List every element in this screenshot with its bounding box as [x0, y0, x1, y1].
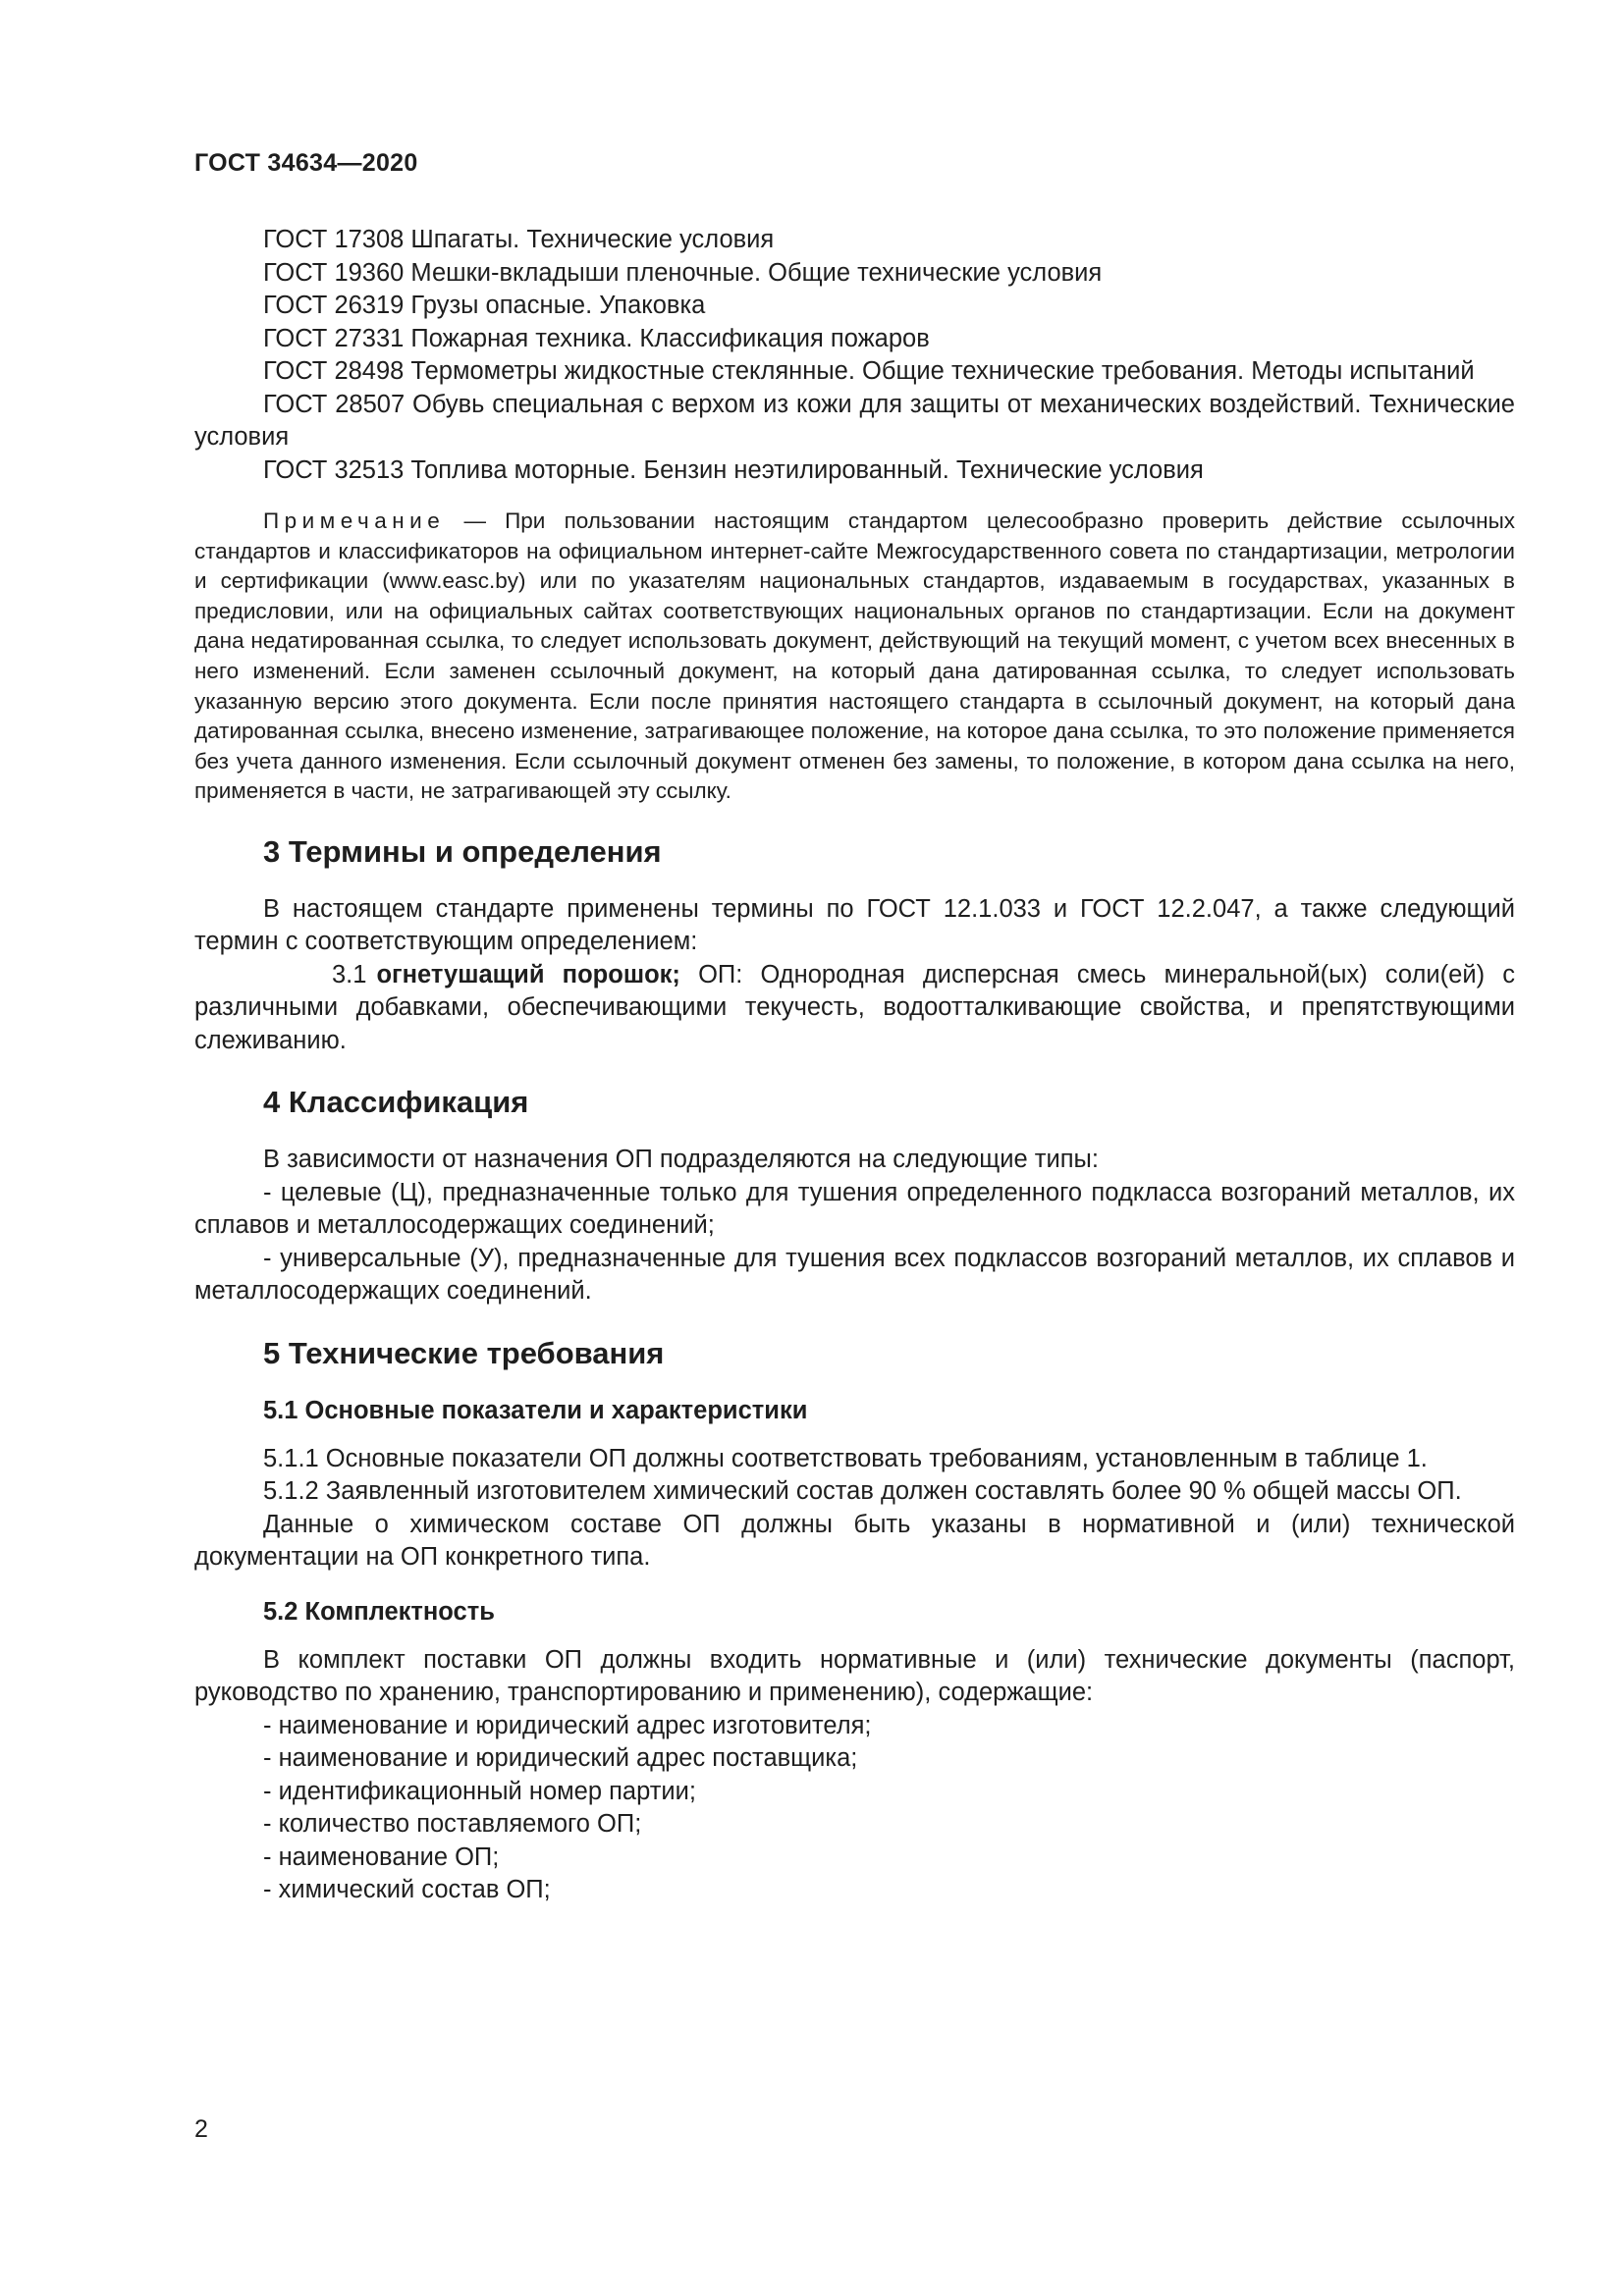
term-name: огнетушащий порошок; — [376, 960, 680, 988]
page-number: 2 — [194, 2115, 208, 2143]
reference-item: ГОСТ 28507 Обувь специальная с верхом из кожи для защиты от механических воздействий. Технические условия — [194, 390, 1515, 451]
reference-item: ГОСТ 19360 Мешки-вкладыши пленочные. Общие технические условия — [263, 258, 1103, 287]
section-3-heading: 3 Термины и определения — [263, 833, 662, 869]
classification-item: - универсальные (У), предназначенные для тушения всех подклассов возгораний металлов, их сплавов и металлосодержащих соединений. — [194, 1244, 1515, 1306]
reference-item: ГОСТ 27331 Пожарная техника. Классификация пожаров — [263, 324, 930, 352]
document-header-code: ГОСТ 34634—2020 — [194, 149, 418, 177]
completeness-intro: В комплект поставки ОП должны входить нормативные и (или) технические документы (паспорт, руководство по хранению, транспортированию и применению), содержащие: — [194, 1645, 1515, 1707]
note-text: — При пользовании настоящим стандартом целесообразно проверить действие ссылочных стандартов и классификаторов на официальном интернет-сайте Межгосударственного совета по стандартизации, метрологии и сертификации (www.easc.by) или по указателям национальных стандартов, издаваемым в государствах, указанных в предисловии, или на официальных сайтах соответствующих национальных органов по стандартизации. Если на документ дана недатированная ссылка, то следует использовать документ, действующий на текущий момент, с учетом всех внесенных в него изменений. Если заменен ссылочный документ, на который дана датированная ссылка, то следует использовать указанную версию этого документа. Если после принятия настоящего стандарта в ссылочный документ, на который дана датированная ссылка, внесено изменение, затрагивающее положение, на которое дана ссылка, то это положение применяется без учета данного изменения. Если ссылочный документ отменен без замены, то положение, в котором дана ссылка на него, применяется в части, не затрагивающей эту ссылку. — [194, 508, 1515, 804]
paragraph-5-1-2: 5.1.2 Заявленный изготовителем химический состав должен составлять более 90 % общей массы ОП. — [263, 1477, 1462, 1506]
classification-item: - целевые (Ц), предназначенные только для тушения определенного подкласса возгораний металлов, их сплавов и металлосодержащих соединений; — [194, 1178, 1515, 1240]
document-body — [194, 224, 1515, 1907]
note-label: Примечание — [263, 508, 446, 533]
reference-item: ГОСТ 32513 Топлива моторные. Бензин неэтилированный. Технические условия — [263, 455, 1204, 484]
subsection-5-2-heading: 5.2 Комплектность — [263, 1597, 495, 1626]
reference-item: ГОСТ 17308 Шпагаты. Технические условия — [263, 226, 775, 253]
section-4-intro: В зависимости от назначения ОП подразделяются на следующие типы: — [263, 1146, 1099, 1174]
completeness-item: - количество поставляемого ОП; — [263, 1810, 642, 1839]
references-note — [194, 507, 1515, 807]
section-5-heading: 5 Технические требования — [263, 1335, 665, 1370]
completeness-item: - наименование ОП; — [263, 1842, 500, 1871]
term-number: 3.1 — [332, 960, 367, 988]
section-3-intro: В настоящем стандарте применены термины по ГОСТ 12.1.033 и ГОСТ 12.2.047, а также следующий термин с соответствующим определением: — [194, 894, 1515, 956]
paragraph-5-1-1: 5.1.1 Основные показатели ОП должны соответствовать требованиям, установленным в таблице 1. — [263, 1444, 1428, 1472]
completeness-item: - химический состав ОП; — [263, 1876, 551, 1904]
term-text: ОП: Однородная дисперсная смесь минеральной(ых) соли(ей) с различными добавками, обеспечивающими текучесть, водоотталкивающие свойства, и препятствующими слеживанию. — [194, 960, 1515, 1054]
subsection-5-1-heading: 5.1 Основные показатели и характеристики — [263, 1396, 808, 1424]
term-definition — [194, 959, 1515, 1058]
section-4-heading: 4 Классификация — [263, 1085, 529, 1120]
completeness-item: - наименование и юридический адрес изготовителя; — [263, 1711, 872, 1739]
completeness-item: - идентификационный номер партии; — [263, 1777, 696, 1805]
reference-item: ГОСТ 26319 Грузы опасные. Упаковка — [263, 292, 706, 319]
reference-item: ГОСТ 28498 Термометры жидкостные стеклянные. Общие технические требования. Методы испытаний — [263, 357, 1475, 385]
paragraph-5-1-2-cont: Данные о химическом составе ОП должны быть указаны в нормативной и (или) технической документации на ОП конкретного типа. — [194, 1510, 1515, 1572]
references-list — [194, 224, 1515, 487]
completeness-item: - наименование и юридический адрес поставщика; — [263, 1744, 858, 1773]
